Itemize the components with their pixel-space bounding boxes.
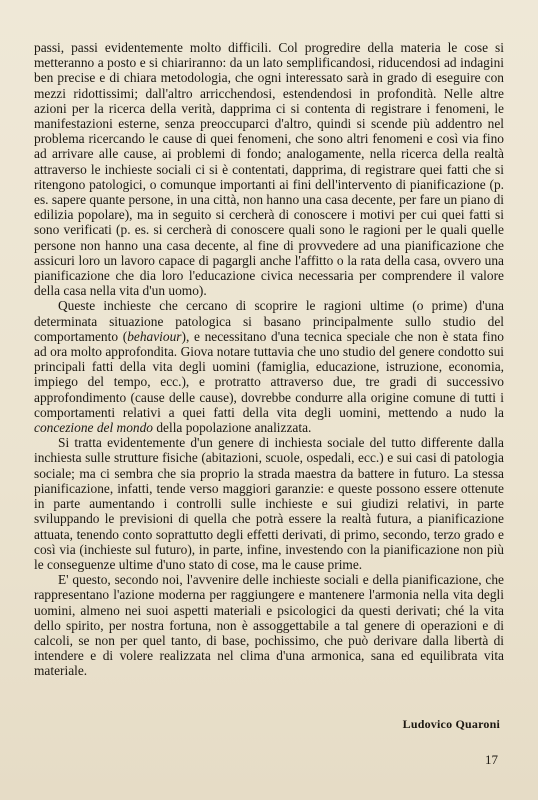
- author-signature: Ludovico Quaroni: [402, 717, 500, 731]
- italic-term-behaviour: behaviour: [127, 328, 182, 344]
- italic-term-concezione: concezione del mondo: [34, 420, 153, 436]
- paragraph-4: [34, 572, 504, 678]
- paragraph-text: E' questo, secondo noi, l'avvenire delle inchieste sociali e della pianificazione, che rappresentano l'azione moderna per raggiungere e mantenere l'armonia nella vita degli uomini, almeno nei suoi aspetti materiali e psicologici da questi derivati; ché la vita dello spirito, per nostra fortuna, non è assoggettabile a tal genere di operazioni e di calcoli, se non per quel tanto, di base, pochissimo, che può derivare dalla libertà di intendere e di volere realizzata nel clima d'una armonica, sana ed equilibrata vita materiale.: [34, 572, 504, 679]
- article-body: [34, 40, 504, 679]
- page-number: 17: [485, 752, 498, 767]
- paragraph-text: della popolazione analizzata.: [153, 420, 312, 436]
- paragraph-text: Queste inchieste che cercano di scoprire le ragioni ultime (o prime) d'una determinata situazione patologica si basano principalmente sullo studio del comportamento (: [34, 298, 504, 344]
- paragraph-text: Si tratta evidentemente d'un genere di inchiesta sociale del tutto differente dalla inchiesta sulle strutture fisiche (abitazioni, scuole, ospedali, ecc.) e sui casi di patologia sociale; ma ci sembra che sia proprio la strada maestra da battere in futuro. La stessa pianificazione, infatti, tende verso maggiori garanzie: e queste possono essere ottenute in parte aumentando i controlli sulle inchieste e sui giudizi relativi, in parte sviluppando le previsioni di quella che potrà essere la realtà futura, a pianificazione attuata, tenendo conto soprattutto degli effetti derivati, di primo, secondo, terzo grado e così via (inchieste sul futuro), in parte, infine, investendo con la pianificazione non più le conseguenze ultime d'uno stato di cose, ma le cause prime.: [34, 435, 504, 572]
- paragraph-2: [34, 298, 504, 435]
- paragraph-3: [34, 435, 504, 572]
- paragraph-text: ), e necessitano d'una tecnica speciale che non è stata fino ad ora molto approfondita. Giova notare tuttavia che uno studio del genere condotto sui principali fatti della vita degli uomini (famiglia, educazione, istruzione, economia, impiego del tempo, ecc.), e protratto attraverso due, tre gradi di successivo approfondimento (cause delle cause), dovrebbe condurre alla origine comune di tutti i comportamenti relativi a quei fatti della vita degli uomini, mettendo a nudo la: [34, 328, 504, 420]
- paragraph-1: [34, 40, 504, 298]
- paragraph-text: passi, passi evidentemente molto difficili. Col progredire della materia le cose si metteranno a posto e si chiariranno: da un lato semplificandosi, riducendosi ad indagini ben precise e di chiara metodologia, che ogni interessato sarà in grado di eseguire con mezzi ridottissimi; dall'altro arricchendosi, estendendosi in profondità. Nelle altre azioni per la ricerca della verità, dapprima ci si contenta di registrare i fenomeni, le manifestazioni esterne, senza preoccuparci d'altro, quindi si scende più addentro nel problema ricercando le cause di quei fenomeni, che sono altri fenomeni e così via fino ad arrivare alle cause, ai problemi di fondo; analogamente, nella ricerca della realtà attraverso le inchieste sociali ci si è contentati, dapprima, di registrare quei fatti che si ritengono patologici, o comunque importanti ai fini dell'intervento di pianificazione (p. es. sapere quante persone, in una città, non hanno una casa decente, per fare un piano di edilizia popolare), ma in seguito si cercherà di conoscere i motivi per cui quei fatti si sono verificati (p. es. si cercherà di conoscere quali sono le ragioni per le quali quelle persone non hanno una casa decente, al fine di provvedere ad una pianificazione che assicuri loro un lavoro capace di pagargli anche l'affitto o la rata della casa, ovvero una pianificazione che dia loro l'educazione civica necessaria per comprendere il valore della casa nella vita d'un uomo).: [34, 40, 504, 299]
